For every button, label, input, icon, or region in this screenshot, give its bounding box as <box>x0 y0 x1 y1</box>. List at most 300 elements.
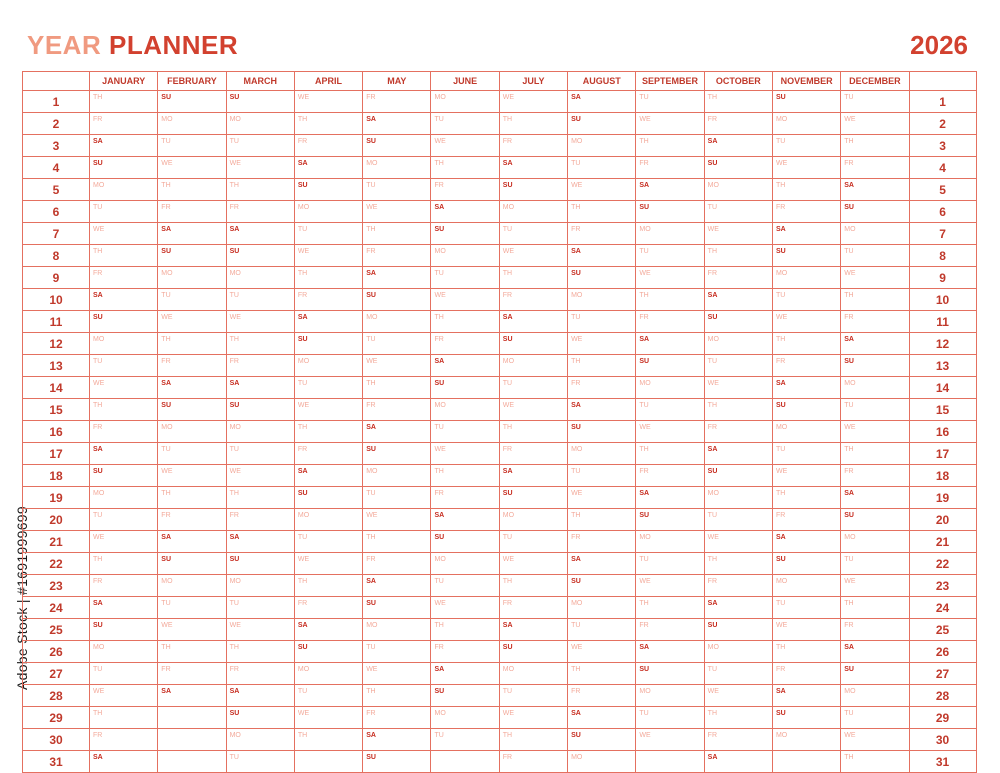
day-cell-october-4[interactable]: SU <box>704 157 772 179</box>
day-cell-july-26[interactable]: SU <box>499 641 567 663</box>
day-cell-january-2[interactable]: FR <box>90 113 158 135</box>
day-cell-july-28[interactable]: TU <box>499 685 567 707</box>
day-cell-june-10[interactable]: WE <box>431 289 499 311</box>
day-cell-may-15[interactable]: FR <box>363 399 431 421</box>
day-cell-june-22[interactable]: MO <box>431 553 499 575</box>
day-cell-july-23[interactable]: TH <box>499 575 567 597</box>
day-cell-november-13[interactable]: FR <box>772 355 840 377</box>
day-cell-may-10[interactable]: SU <box>363 289 431 311</box>
day-cell-december-10[interactable]: TH <box>841 289 909 311</box>
day-cell-december-24[interactable]: TH <box>841 597 909 619</box>
day-cell-march-8[interactable]: SU <box>226 245 294 267</box>
day-cell-november-4[interactable]: WE <box>772 157 840 179</box>
day-cell-april-5[interactable]: SU <box>294 179 362 201</box>
day-cell-march-15[interactable]: SU <box>226 399 294 421</box>
day-cell-march-13[interactable]: FR <box>226 355 294 377</box>
day-cell-february-1[interactable]: SU <box>158 91 226 113</box>
day-cell-november-29[interactable]: SU <box>772 707 840 729</box>
day-cell-july-31[interactable]: FR <box>499 751 567 773</box>
day-cell-june-14[interactable]: SU <box>431 377 499 399</box>
day-cell-january-14[interactable]: WE <box>90 377 158 399</box>
day-cell-may-21[interactable]: TH <box>363 531 431 553</box>
day-cell-august-5[interactable]: WE <box>568 179 636 201</box>
day-cell-july-18[interactable]: SA <box>499 465 567 487</box>
day-cell-august-13[interactable]: TH <box>568 355 636 377</box>
day-cell-december-22[interactable]: TU <box>841 553 909 575</box>
day-cell-october-15[interactable]: TH <box>704 399 772 421</box>
day-cell-june-19[interactable]: FR <box>431 487 499 509</box>
day-cell-june-12[interactable]: FR <box>431 333 499 355</box>
day-cell-august-21[interactable]: FR <box>568 531 636 553</box>
day-cell-november-24[interactable]: TU <box>772 597 840 619</box>
day-cell-february-16[interactable]: MO <box>158 421 226 443</box>
day-cell-april-9[interactable]: TH <box>294 267 362 289</box>
day-cell-december-1[interactable]: TU <box>841 91 909 113</box>
day-cell-october-24[interactable]: SA <box>704 597 772 619</box>
day-cell-december-5[interactable]: SA <box>841 179 909 201</box>
day-cell-july-6[interactable]: MO <box>499 201 567 223</box>
day-cell-february-7[interactable]: SA <box>158 223 226 245</box>
day-cell-april-12[interactable]: SU <box>294 333 362 355</box>
day-cell-march-4[interactable]: WE <box>226 157 294 179</box>
day-cell-january-15[interactable]: TH <box>90 399 158 421</box>
day-cell-march-20[interactable]: FR <box>226 509 294 531</box>
day-cell-august-10[interactable]: MO <box>568 289 636 311</box>
day-cell-january-25[interactable]: SU <box>90 619 158 641</box>
day-cell-january-3[interactable]: SA <box>90 135 158 157</box>
day-cell-may-7[interactable]: TH <box>363 223 431 245</box>
day-cell-august-9[interactable]: SU <box>568 267 636 289</box>
day-cell-september-26[interactable]: SA <box>636 641 704 663</box>
day-cell-january-9[interactable]: FR <box>90 267 158 289</box>
day-cell-april-25[interactable]: SA <box>294 619 362 641</box>
day-cell-september-15[interactable]: TU <box>636 399 704 421</box>
day-cell-april-30[interactable]: TH <box>294 729 362 751</box>
day-cell-february-25[interactable]: WE <box>158 619 226 641</box>
day-cell-may-12[interactable]: TU <box>363 333 431 355</box>
day-cell-march-18[interactable]: WE <box>226 465 294 487</box>
day-cell-november-30[interactable]: MO <box>772 729 840 751</box>
day-cell-march-25[interactable]: WE <box>226 619 294 641</box>
day-cell-july-12[interactable]: SU <box>499 333 567 355</box>
day-cell-september-28[interactable]: MO <box>636 685 704 707</box>
day-cell-january-22[interactable]: TH <box>90 553 158 575</box>
day-cell-january-17[interactable]: SA <box>90 443 158 465</box>
day-cell-march-5[interactable]: TH <box>226 179 294 201</box>
day-cell-january-20[interactable]: TU <box>90 509 158 531</box>
day-cell-june-5[interactable]: FR <box>431 179 499 201</box>
day-cell-march-23[interactable]: MO <box>226 575 294 597</box>
day-cell-august-7[interactable]: FR <box>568 223 636 245</box>
day-cell-september-1[interactable]: TU <box>636 91 704 113</box>
day-cell-december-8[interactable]: TU <box>841 245 909 267</box>
day-cell-september-22[interactable]: TU <box>636 553 704 575</box>
day-cell-june-30[interactable]: TU <box>431 729 499 751</box>
day-cell-july-13[interactable]: MO <box>499 355 567 377</box>
day-cell-april-6[interactable]: MO <box>294 201 362 223</box>
day-cell-september-13[interactable]: SU <box>636 355 704 377</box>
day-cell-december-23[interactable]: WE <box>841 575 909 597</box>
day-cell-november-25[interactable]: WE <box>772 619 840 641</box>
day-cell-may-19[interactable]: TU <box>363 487 431 509</box>
day-cell-february-17[interactable]: TU <box>158 443 226 465</box>
day-cell-may-23[interactable]: SA <box>363 575 431 597</box>
day-cell-april-3[interactable]: FR <box>294 135 362 157</box>
day-cell-august-19[interactable]: WE <box>568 487 636 509</box>
day-cell-march-27[interactable]: FR <box>226 663 294 685</box>
day-cell-july-21[interactable]: TU <box>499 531 567 553</box>
day-cell-april-27[interactable]: MO <box>294 663 362 685</box>
day-cell-january-21[interactable]: WE <box>90 531 158 553</box>
day-cell-january-19[interactable]: MO <box>90 487 158 509</box>
day-cell-november-11[interactable]: WE <box>772 311 840 333</box>
day-cell-december-18[interactable]: FR <box>841 465 909 487</box>
day-cell-march-3[interactable]: TU <box>226 135 294 157</box>
day-cell-december-27[interactable]: SU <box>841 663 909 685</box>
day-cell-september-14[interactable]: MO <box>636 377 704 399</box>
day-cell-january-29[interactable]: TH <box>90 707 158 729</box>
day-cell-april-24[interactable]: FR <box>294 597 362 619</box>
day-cell-february-23[interactable]: MO <box>158 575 226 597</box>
day-cell-may-20[interactable]: WE <box>363 509 431 531</box>
day-cell-november-10[interactable]: TU <box>772 289 840 311</box>
day-cell-june-23[interactable]: TU <box>431 575 499 597</box>
day-cell-june-15[interactable]: MO <box>431 399 499 421</box>
day-cell-november-12[interactable]: TH <box>772 333 840 355</box>
day-cell-november-18[interactable]: WE <box>772 465 840 487</box>
day-cell-june-1[interactable]: MO <box>431 91 499 113</box>
day-cell-august-24[interactable]: MO <box>568 597 636 619</box>
day-cell-february-4[interactable]: WE <box>158 157 226 179</box>
day-cell-july-17[interactable]: FR <box>499 443 567 465</box>
day-cell-april-31[interactable] <box>294 751 362 773</box>
day-cell-october-21[interactable]: WE <box>704 531 772 553</box>
day-cell-september-2[interactable]: WE <box>636 113 704 135</box>
day-cell-july-8[interactable]: WE <box>499 245 567 267</box>
day-cell-march-17[interactable]: TU <box>226 443 294 465</box>
day-cell-november-8[interactable]: SU <box>772 245 840 267</box>
day-cell-january-26[interactable]: MO <box>90 641 158 663</box>
day-cell-july-11[interactable]: SA <box>499 311 567 333</box>
day-cell-september-19[interactable]: SA <box>636 487 704 509</box>
day-cell-march-12[interactable]: TH <box>226 333 294 355</box>
day-cell-august-25[interactable]: TU <box>568 619 636 641</box>
day-cell-july-9[interactable]: TH <box>499 267 567 289</box>
day-cell-august-6[interactable]: TH <box>568 201 636 223</box>
day-cell-february-31[interactable] <box>158 751 226 773</box>
day-cell-december-19[interactable]: SA <box>841 487 909 509</box>
day-cell-june-11[interactable]: TH <box>431 311 499 333</box>
day-cell-october-1[interactable]: TH <box>704 91 772 113</box>
day-cell-february-13[interactable]: FR <box>158 355 226 377</box>
day-cell-april-23[interactable]: TH <box>294 575 362 597</box>
day-cell-may-2[interactable]: SA <box>363 113 431 135</box>
day-cell-october-12[interactable]: MO <box>704 333 772 355</box>
day-cell-april-7[interactable]: TU <box>294 223 362 245</box>
day-cell-july-16[interactable]: TH <box>499 421 567 443</box>
day-cell-august-29[interactable]: SA <box>568 707 636 729</box>
day-cell-march-28[interactable]: SA <box>226 685 294 707</box>
day-cell-october-23[interactable]: FR <box>704 575 772 597</box>
day-cell-march-29[interactable]: SU <box>226 707 294 729</box>
day-cell-september-8[interactable]: TU <box>636 245 704 267</box>
day-cell-may-8[interactable]: FR <box>363 245 431 267</box>
day-cell-august-2[interactable]: SU <box>568 113 636 135</box>
day-cell-may-3[interactable]: SU <box>363 135 431 157</box>
day-cell-april-16[interactable]: TH <box>294 421 362 443</box>
day-cell-september-16[interactable]: WE <box>636 421 704 443</box>
day-cell-august-17[interactable]: MO <box>568 443 636 465</box>
day-cell-march-11[interactable]: WE <box>226 311 294 333</box>
day-cell-july-20[interactable]: MO <box>499 509 567 531</box>
day-cell-february-26[interactable]: TH <box>158 641 226 663</box>
day-cell-october-31[interactable]: SA <box>704 751 772 773</box>
day-cell-january-24[interactable]: SA <box>90 597 158 619</box>
day-cell-july-4[interactable]: SA <box>499 157 567 179</box>
day-cell-january-23[interactable]: FR <box>90 575 158 597</box>
day-cell-september-9[interactable]: WE <box>636 267 704 289</box>
day-cell-september-20[interactable]: SU <box>636 509 704 531</box>
day-cell-may-6[interactable]: WE <box>363 201 431 223</box>
day-cell-september-10[interactable]: TH <box>636 289 704 311</box>
day-cell-october-7[interactable]: WE <box>704 223 772 245</box>
day-cell-july-2[interactable]: TH <box>499 113 567 135</box>
day-cell-january-27[interactable]: TU <box>90 663 158 685</box>
day-cell-april-20[interactable]: MO <box>294 509 362 531</box>
day-cell-may-27[interactable]: WE <box>363 663 431 685</box>
day-cell-december-16[interactable]: WE <box>841 421 909 443</box>
day-cell-july-15[interactable]: WE <box>499 399 567 421</box>
day-cell-august-15[interactable]: SA <box>568 399 636 421</box>
day-cell-october-19[interactable]: MO <box>704 487 772 509</box>
day-cell-may-28[interactable]: TH <box>363 685 431 707</box>
day-cell-october-29[interactable]: TH <box>704 707 772 729</box>
day-cell-february-18[interactable]: WE <box>158 465 226 487</box>
day-cell-february-19[interactable]: TH <box>158 487 226 509</box>
day-cell-april-21[interactable]: TU <box>294 531 362 553</box>
day-cell-march-30[interactable]: MO <box>226 729 294 751</box>
day-cell-january-30[interactable]: FR <box>90 729 158 751</box>
day-cell-march-7[interactable]: SA <box>226 223 294 245</box>
day-cell-march-31[interactable]: TU <box>226 751 294 773</box>
day-cell-october-26[interactable]: MO <box>704 641 772 663</box>
day-cell-june-3[interactable]: WE <box>431 135 499 157</box>
day-cell-may-1[interactable]: FR <box>363 91 431 113</box>
day-cell-august-28[interactable]: FR <box>568 685 636 707</box>
day-cell-may-13[interactable]: WE <box>363 355 431 377</box>
day-cell-august-26[interactable]: WE <box>568 641 636 663</box>
day-cell-july-3[interactable]: FR <box>499 135 567 157</box>
day-cell-april-13[interactable]: MO <box>294 355 362 377</box>
day-cell-november-15[interactable]: SU <box>772 399 840 421</box>
day-cell-march-10[interactable]: TU <box>226 289 294 311</box>
day-cell-august-27[interactable]: TH <box>568 663 636 685</box>
day-cell-february-28[interactable]: SA <box>158 685 226 707</box>
day-cell-may-5[interactable]: TU <box>363 179 431 201</box>
day-cell-august-14[interactable]: FR <box>568 377 636 399</box>
day-cell-may-16[interactable]: SA <box>363 421 431 443</box>
day-cell-december-31[interactable]: TH <box>841 751 909 773</box>
day-cell-april-29[interactable]: WE <box>294 707 362 729</box>
day-cell-november-23[interactable]: MO <box>772 575 840 597</box>
day-cell-september-27[interactable]: SU <box>636 663 704 685</box>
day-cell-september-4[interactable]: FR <box>636 157 704 179</box>
day-cell-february-30[interactable] <box>158 729 226 751</box>
day-cell-september-6[interactable]: SU <box>636 201 704 223</box>
day-cell-september-24[interactable]: TH <box>636 597 704 619</box>
day-cell-may-17[interactable]: SU <box>363 443 431 465</box>
day-cell-march-1[interactable]: SU <box>226 91 294 113</box>
day-cell-october-30[interactable]: FR <box>704 729 772 751</box>
day-cell-december-12[interactable]: SA <box>841 333 909 355</box>
day-cell-may-24[interactable]: SU <box>363 597 431 619</box>
day-cell-june-16[interactable]: TU <box>431 421 499 443</box>
day-cell-september-17[interactable]: TH <box>636 443 704 465</box>
day-cell-january-7[interactable]: WE <box>90 223 158 245</box>
day-cell-december-11[interactable]: FR <box>841 311 909 333</box>
day-cell-july-30[interactable]: TH <box>499 729 567 751</box>
day-cell-november-5[interactable]: TH <box>772 179 840 201</box>
day-cell-february-9[interactable]: MO <box>158 267 226 289</box>
day-cell-november-1[interactable]: SU <box>772 91 840 113</box>
day-cell-may-9[interactable]: SA <box>363 267 431 289</box>
day-cell-april-4[interactable]: SA <box>294 157 362 179</box>
day-cell-october-6[interactable]: TU <box>704 201 772 223</box>
day-cell-july-25[interactable]: SA <box>499 619 567 641</box>
day-cell-february-27[interactable]: FR <box>158 663 226 685</box>
day-cell-june-6[interactable]: SA <box>431 201 499 223</box>
day-cell-november-17[interactable]: TU <box>772 443 840 465</box>
day-cell-june-29[interactable]: MO <box>431 707 499 729</box>
day-cell-february-2[interactable]: MO <box>158 113 226 135</box>
day-cell-november-3[interactable]: TU <box>772 135 840 157</box>
day-cell-october-9[interactable]: FR <box>704 267 772 289</box>
day-cell-may-26[interactable]: TU <box>363 641 431 663</box>
day-cell-december-25[interactable]: FR <box>841 619 909 641</box>
day-cell-october-5[interactable]: MO <box>704 179 772 201</box>
day-cell-april-1[interactable]: WE <box>294 91 362 113</box>
day-cell-may-18[interactable]: MO <box>363 465 431 487</box>
day-cell-april-18[interactable]: SA <box>294 465 362 487</box>
day-cell-june-18[interactable]: TH <box>431 465 499 487</box>
day-cell-february-15[interactable]: SU <box>158 399 226 421</box>
day-cell-august-3[interactable]: MO <box>568 135 636 157</box>
day-cell-april-11[interactable]: SA <box>294 311 362 333</box>
day-cell-december-30[interactable]: WE <box>841 729 909 751</box>
day-cell-november-26[interactable]: TH <box>772 641 840 663</box>
day-cell-october-20[interactable]: TU <box>704 509 772 531</box>
day-cell-november-31[interactable] <box>772 751 840 773</box>
day-cell-march-19[interactable]: TH <box>226 487 294 509</box>
day-cell-november-7[interactable]: SA <box>772 223 840 245</box>
day-cell-january-5[interactable]: MO <box>90 179 158 201</box>
day-cell-february-22[interactable]: SU <box>158 553 226 575</box>
day-cell-january-11[interactable]: SU <box>90 311 158 333</box>
day-cell-october-3[interactable]: SA <box>704 135 772 157</box>
day-cell-february-24[interactable]: TU <box>158 597 226 619</box>
day-cell-october-27[interactable]: TU <box>704 663 772 685</box>
day-cell-november-21[interactable]: SA <box>772 531 840 553</box>
day-cell-june-24[interactable]: WE <box>431 597 499 619</box>
day-cell-april-19[interactable]: SU <box>294 487 362 509</box>
day-cell-september-29[interactable]: TU <box>636 707 704 729</box>
day-cell-january-8[interactable]: TH <box>90 245 158 267</box>
day-cell-april-2[interactable]: TH <box>294 113 362 135</box>
day-cell-december-20[interactable]: SU <box>841 509 909 531</box>
day-cell-october-14[interactable]: WE <box>704 377 772 399</box>
day-cell-september-25[interactable]: FR <box>636 619 704 641</box>
day-cell-september-18[interactable]: FR <box>636 465 704 487</box>
day-cell-october-18[interactable]: SU <box>704 465 772 487</box>
day-cell-august-30[interactable]: SU <box>568 729 636 751</box>
day-cell-november-27[interactable]: FR <box>772 663 840 685</box>
day-cell-march-16[interactable]: MO <box>226 421 294 443</box>
day-cell-september-31[interactable] <box>636 751 704 773</box>
day-cell-july-1[interactable]: WE <box>499 91 567 113</box>
day-cell-may-22[interactable]: FR <box>363 553 431 575</box>
day-cell-march-14[interactable]: SA <box>226 377 294 399</box>
day-cell-october-25[interactable]: SU <box>704 619 772 641</box>
day-cell-july-14[interactable]: TU <box>499 377 567 399</box>
day-cell-december-2[interactable]: WE <box>841 113 909 135</box>
day-cell-september-30[interactable]: WE <box>636 729 704 751</box>
day-cell-february-20[interactable]: FR <box>158 509 226 531</box>
day-cell-november-6[interactable]: FR <box>772 201 840 223</box>
day-cell-february-12[interactable]: TH <box>158 333 226 355</box>
day-cell-march-24[interactable]: TU <box>226 597 294 619</box>
day-cell-january-12[interactable]: MO <box>90 333 158 355</box>
day-cell-june-20[interactable]: SA <box>431 509 499 531</box>
day-cell-march-26[interactable]: TH <box>226 641 294 663</box>
day-cell-december-7[interactable]: MO <box>841 223 909 245</box>
day-cell-april-22[interactable]: WE <box>294 553 362 575</box>
day-cell-february-14[interactable]: SA <box>158 377 226 399</box>
day-cell-june-17[interactable]: WE <box>431 443 499 465</box>
day-cell-april-15[interactable]: WE <box>294 399 362 421</box>
day-cell-december-21[interactable]: MO <box>841 531 909 553</box>
day-cell-march-22[interactable]: SU <box>226 553 294 575</box>
day-cell-april-26[interactable]: SU <box>294 641 362 663</box>
day-cell-december-3[interactable]: TH <box>841 135 909 157</box>
day-cell-november-16[interactable]: MO <box>772 421 840 443</box>
day-cell-may-4[interactable]: MO <box>363 157 431 179</box>
day-cell-february-5[interactable]: TH <box>158 179 226 201</box>
day-cell-november-9[interactable]: MO <box>772 267 840 289</box>
day-cell-june-28[interactable]: SU <box>431 685 499 707</box>
day-cell-april-8[interactable]: WE <box>294 245 362 267</box>
day-cell-october-2[interactable]: FR <box>704 113 772 135</box>
day-cell-december-9[interactable]: WE <box>841 267 909 289</box>
day-cell-november-19[interactable]: TH <box>772 487 840 509</box>
day-cell-august-1[interactable]: SA <box>568 91 636 113</box>
day-cell-august-20[interactable]: TH <box>568 509 636 531</box>
day-cell-december-26[interactable]: SA <box>841 641 909 663</box>
day-cell-october-8[interactable]: TH <box>704 245 772 267</box>
day-cell-october-13[interactable]: TU <box>704 355 772 377</box>
day-cell-october-22[interactable]: TH <box>704 553 772 575</box>
day-cell-june-25[interactable]: TH <box>431 619 499 641</box>
day-cell-september-21[interactable]: MO <box>636 531 704 553</box>
day-cell-june-9[interactable]: TU <box>431 267 499 289</box>
day-cell-december-15[interactable]: TU <box>841 399 909 421</box>
day-cell-april-14[interactable]: TU <box>294 377 362 399</box>
day-cell-july-29[interactable]: WE <box>499 707 567 729</box>
day-cell-january-18[interactable]: SU <box>90 465 158 487</box>
day-cell-august-16[interactable]: SU <box>568 421 636 443</box>
day-cell-july-27[interactable]: MO <box>499 663 567 685</box>
day-cell-february-6[interactable]: FR <box>158 201 226 223</box>
day-cell-july-22[interactable]: WE <box>499 553 567 575</box>
